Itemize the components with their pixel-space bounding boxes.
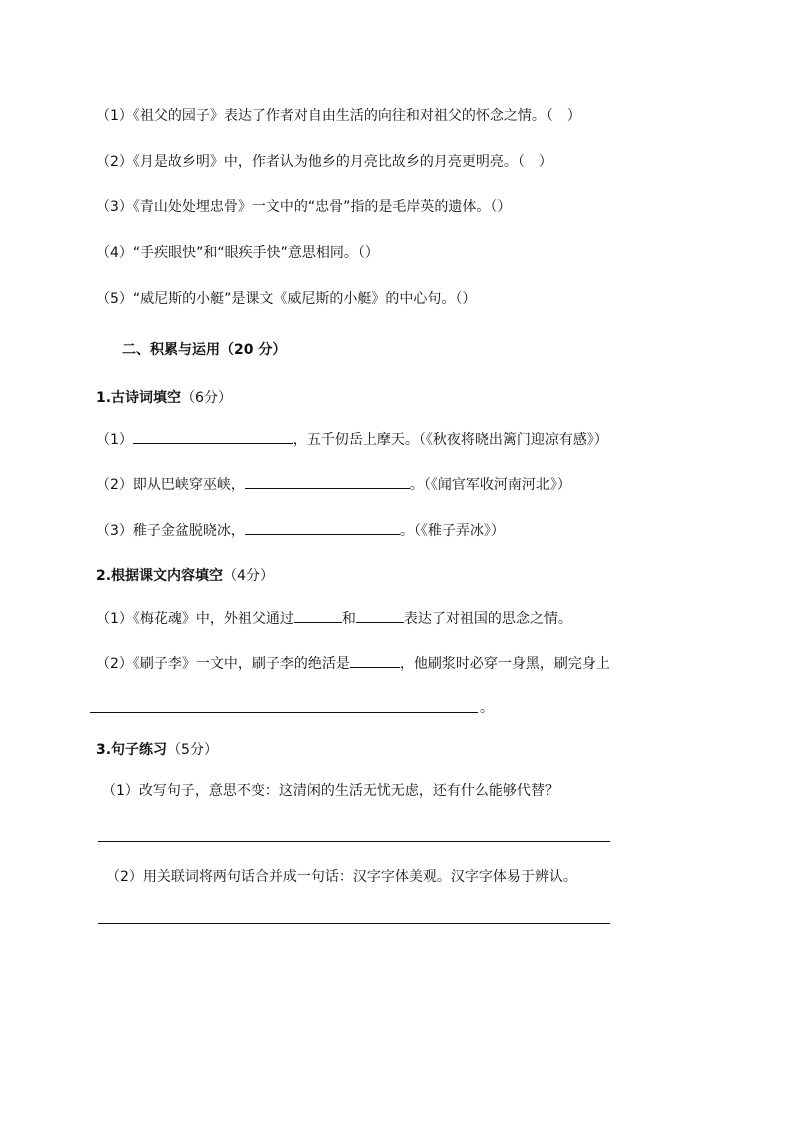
q2-item-1-text: （1）《梅花魂》中，外祖父通过: [96, 611, 294, 627]
q1-points: （6分）: [181, 390, 232, 406]
q3-heading: [96, 740, 218, 760]
q1-item-2-source: 。（《闻官军收河南河北》）: [409, 477, 571, 493]
q2-item-1-and: 和: [341, 611, 356, 627]
judge-item-5: （5）“威尼斯的小艇”是课文《威尼斯的小艇》的中心句。（）: [96, 291, 477, 307]
answer-blank[interactable]: [133, 428, 293, 444]
answer-blank[interactable]: [245, 473, 410, 489]
judge-item-4: （4）“手疾眼快”和“眼疾手快”意思相同。（）: [96, 245, 379, 261]
q2-title: 2.根据课文内容填空: [96, 568, 224, 584]
answer-line[interactable]: [98, 923, 610, 924]
q3-item-1: （1）改写句子，意思不变：这清闲的生活无忧无虑，还有什么能够代替？: [102, 783, 559, 799]
q2-item-2-text: （2）《刷子李》一文中，刷子李的绝活是: [96, 656, 350, 672]
q1-item-1: [96, 428, 608, 450]
q2-item-1-end: 表达了对祖国的思念之情。: [403, 611, 572, 627]
q2-item-1: [96, 607, 572, 629]
q2-item-2-text-2: ，他刷浆时必穿一身黑，刷完身上: [399, 656, 610, 672]
q1-item-1-num: （1）: [96, 432, 133, 448]
q1-item-3-text: （3）稚子金盆脱晓冰，: [96, 523, 245, 539]
q1-heading: [96, 388, 232, 408]
q1-item-1-text: ，五千仞岳上摩天。（《秋夜将晓出篱门迎凉有感》）: [292, 432, 608, 448]
q2-points: （4分）: [223, 568, 274, 584]
judge-item-3: （3）《青山处处埋忠骨》一文中的“忠骨”指的是毛岸英的遗体。（）: [96, 199, 512, 215]
answer-line[interactable]: [90, 712, 478, 713]
answer-blank[interactable]: [294, 607, 342, 623]
judge-item-1: （1）《祖父的园子》表达了作者对自由生活的向往和对祖父的怀念之情。（ ）: [96, 108, 581, 124]
q1-item-3: [96, 519, 505, 541]
q3-points: （5分）: [167, 742, 218, 758]
q2-item-2-period: 。: [480, 700, 494, 716]
judge-item-2: （2）《月是故乡明》中，作者认为他乡的月亮比故乡的月亮更明亮。（ ）: [96, 154, 553, 170]
answer-blank[interactable]: [356, 607, 404, 623]
q3-title: 3.句子练习: [96, 742, 168, 758]
q1-item-2: [96, 473, 571, 495]
q1-item-3-source: 。（《稚子弄冰》）: [399, 523, 505, 539]
q1-title: 1.古诗词填空: [96, 390, 182, 406]
q1-item-2-text: （2）即从巴峡穿巫峡，: [96, 477, 245, 493]
q2-heading: [96, 566, 274, 586]
section-2-title: 二、积累与运用（20 分）: [122, 342, 287, 358]
q3-item-2: （2）用关联词将两句话合并成一句话：汉字字体美观。汉字字体易于辨认。: [106, 869, 577, 885]
answer-blank[interactable]: [350, 652, 400, 668]
answer-line[interactable]: [98, 841, 610, 842]
answer-blank[interactable]: [245, 519, 400, 535]
q2-item-2: [96, 652, 610, 674]
